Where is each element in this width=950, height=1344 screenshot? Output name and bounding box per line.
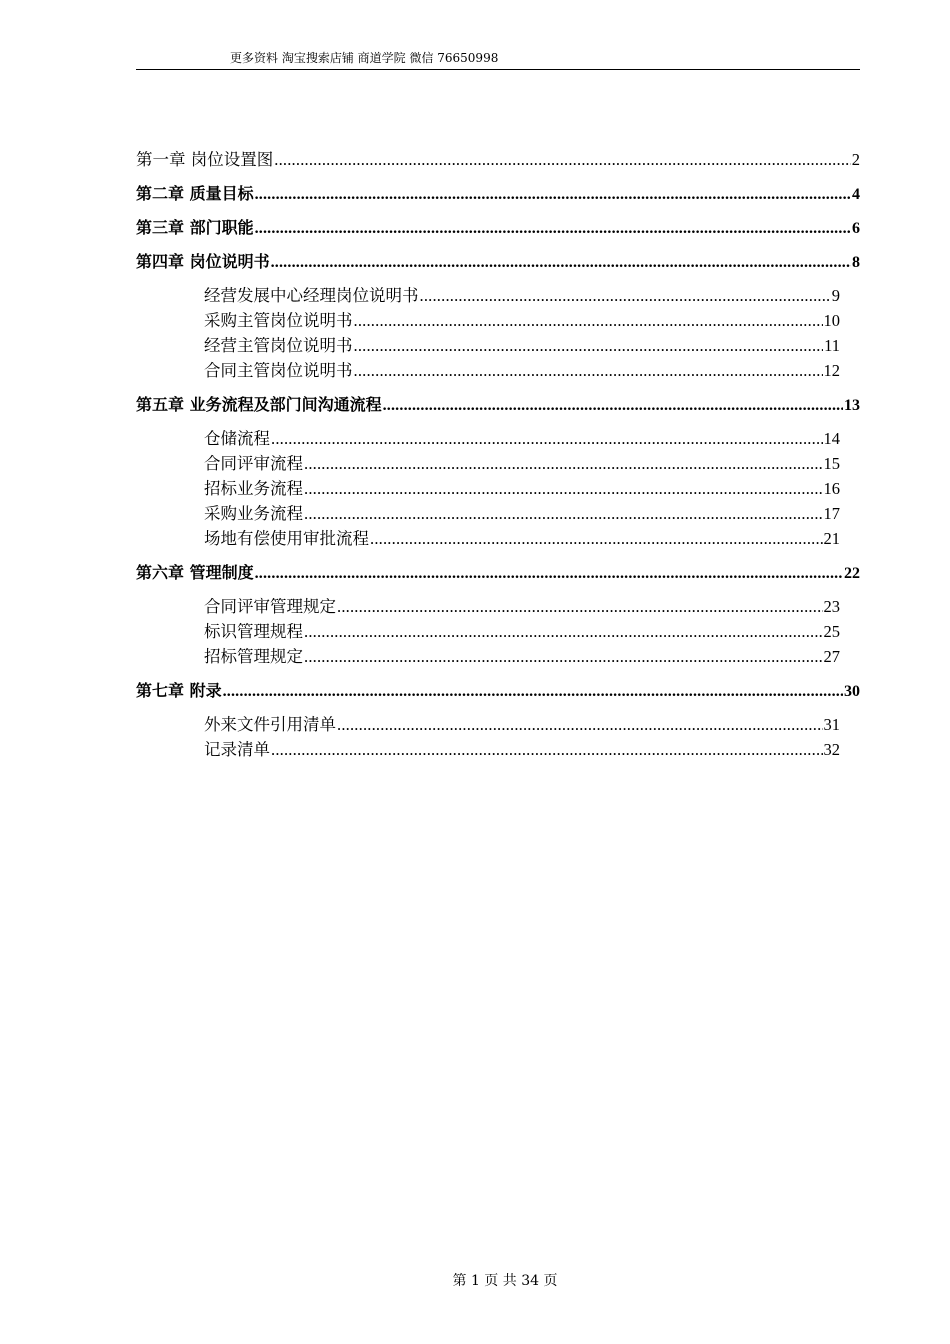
toc-leader-dots <box>271 737 823 762</box>
toc-page-number: 27 <box>823 647 840 666</box>
toc-page-number: 30 <box>844 683 860 700</box>
toc-item[interactable] <box>136 501 860 526</box>
toc-leader-dots <box>304 619 823 644</box>
toc-item-title: 外来文件引用清单 <box>204 715 336 734</box>
toc-leader-dots <box>370 526 823 551</box>
toc-leader-dots <box>223 679 843 704</box>
toc-leader-dots <box>271 250 851 275</box>
toc-page-number: 16 <box>823 479 840 498</box>
toc-leader-dots <box>354 358 823 383</box>
toc-item[interactable] <box>136 712 860 737</box>
toc-page-number: 4 <box>852 186 860 203</box>
toc-chapter-title: 第五章 业务流程及部门间沟通流程 <box>136 395 382 414</box>
toc-item-title: 招标业务流程 <box>204 479 303 498</box>
toc-item-title: 场地有偿使用审批流程 <box>204 529 369 548</box>
toc-page-number: 8 <box>852 254 860 271</box>
toc-page-number: 17 <box>823 504 840 523</box>
toc-chapter[interactable] <box>136 215 860 240</box>
toc-page-number: 21 <box>823 529 840 548</box>
toc-chapter[interactable] <box>136 560 860 585</box>
toc-chapter-title: 第一章 岗位设置图 <box>136 150 274 169</box>
toc-item[interactable] <box>136 283 860 308</box>
toc-chapter-title: 第二章 质量目标 <box>136 184 254 203</box>
toc-leader-dots <box>383 393 843 418</box>
toc-page-number: 2 <box>851 150 860 169</box>
toc-chapter-title: 第三章 部门职能 <box>136 218 254 237</box>
toc-item-title: 经营主管岗位说明书 <box>204 336 353 355</box>
toc-item[interactable] <box>136 426 860 451</box>
toc-item-title: 采购业务流程 <box>204 504 303 523</box>
header-text: 更多资料 淘宝搜索店铺 商道学院 微信 76650998 <box>230 51 499 65</box>
toc-item[interactable] <box>136 358 860 383</box>
toc-chapter[interactable] <box>136 249 860 274</box>
toc-item-title: 记录清单 <box>204 740 270 759</box>
toc-item-title: 合同主管岗位说明书 <box>204 361 353 380</box>
toc-page-number: 14 <box>823 429 840 448</box>
toc-leader-dots <box>420 283 831 308</box>
toc-leader-dots <box>304 451 823 476</box>
toc-leader-dots <box>274 147 851 172</box>
toc-page-number: 25 <box>823 622 840 641</box>
toc-item[interactable] <box>136 644 860 669</box>
toc-item[interactable] <box>136 619 860 644</box>
toc-page-number: 9 <box>831 286 840 305</box>
toc-chapter[interactable] <box>136 678 860 703</box>
toc-page-number: 15 <box>823 454 840 473</box>
toc-page-number: 6 <box>852 220 860 237</box>
toc-item[interactable] <box>136 476 860 501</box>
page-header <box>136 50 860 66</box>
toc-page-number: 23 <box>823 597 840 616</box>
toc-leader-dots <box>255 561 843 586</box>
page-footer <box>0 1272 950 1290</box>
toc-page-number: 22 <box>844 565 860 582</box>
toc-chapter-title: 第四章 岗位说明书 <box>136 252 270 271</box>
toc-chapter-title: 第六章 管理制度 <box>136 563 254 582</box>
toc-chapter[interactable] <box>136 392 860 417</box>
toc-leader-dots <box>255 182 851 207</box>
toc-item[interactable] <box>136 594 860 619</box>
header-rule <box>136 69 860 70</box>
toc-leader-dots <box>337 712 823 737</box>
toc-leader-dots <box>304 644 823 669</box>
toc-item-title: 经营发展中心经理岗位说明书 <box>204 286 419 305</box>
toc-chapter[interactable] <box>136 147 860 172</box>
toc-item[interactable] <box>136 451 860 476</box>
toc-page-number: 13 <box>844 397 860 414</box>
table-of-contents <box>136 147 860 762</box>
toc-item-title: 标识管理规程 <box>204 622 303 641</box>
toc-leader-dots <box>255 216 851 241</box>
toc-page-number: 12 <box>823 361 840 380</box>
toc-page-number: 32 <box>823 740 840 759</box>
toc-item[interactable] <box>136 308 860 333</box>
toc-leader-dots <box>304 501 823 526</box>
toc-item-title: 合同评审管理规定 <box>204 597 336 616</box>
toc-leader-dots <box>271 426 823 451</box>
toc-leader-dots <box>354 333 824 358</box>
toc-item[interactable] <box>136 737 860 762</box>
toc-item[interactable] <box>136 333 860 358</box>
toc-page-number: 31 <box>823 715 840 734</box>
toc-item-title: 采购主管岗位说明书 <box>204 311 353 330</box>
toc-chapter-title: 第七章 附录 <box>136 681 222 700</box>
toc-item-title: 合同评审流程 <box>204 454 303 473</box>
toc-chapter[interactable] <box>136 181 860 206</box>
toc-item[interactable] <box>136 526 860 551</box>
toc-item-title: 仓储流程 <box>204 429 270 448</box>
toc-leader-dots <box>337 594 823 619</box>
toc-item-title: 招标管理规定 <box>204 647 303 666</box>
toc-page-number: 10 <box>823 311 840 330</box>
toc-leader-dots <box>304 476 823 501</box>
toc-leader-dots <box>354 308 823 333</box>
toc-page-number: 11 <box>824 336 840 355</box>
page-count: 第 1 页 共 34 页 <box>452 1273 558 1289</box>
